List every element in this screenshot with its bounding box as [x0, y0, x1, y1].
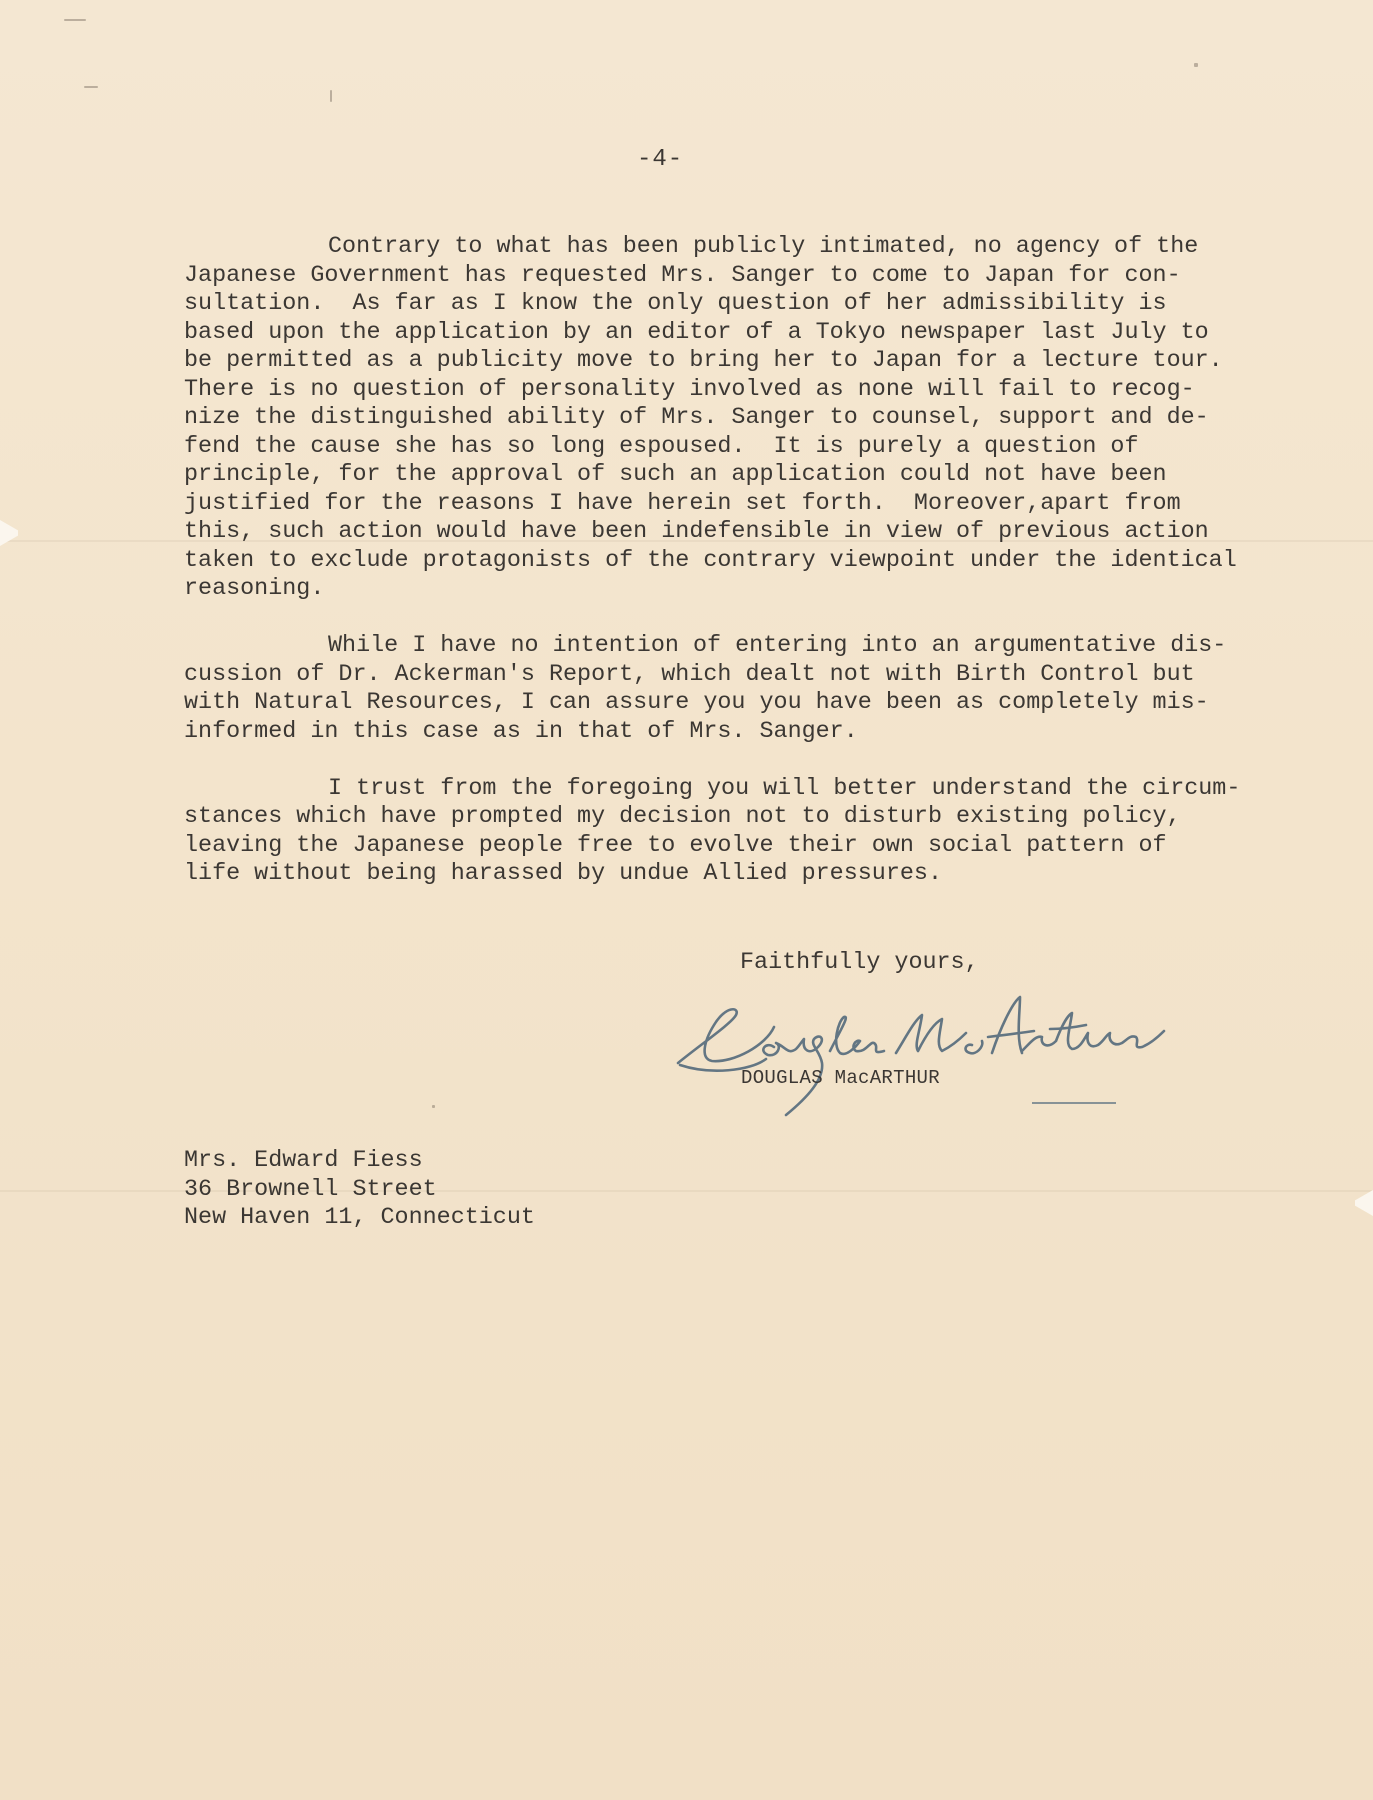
text-line: reasoning.: [184, 576, 325, 602]
signature-underline: [1032, 1102, 1116, 1104]
text-line: stances which have prompted my decision not to disturb existing policy,: [184, 804, 1181, 830]
letter-body: [184, 233, 1274, 917]
text-line: Contrary to what has been publicly intimated, no agency of the: [328, 234, 1199, 260]
text-line: sultation. As far as I know the only question of her admissibility is: [184, 291, 1167, 317]
text-line: Japanese Government has requested Mrs. Sanger to come to Japan for con-: [184, 262, 1181, 289]
page-number: -4-: [637, 146, 684, 173]
handwritten-signature: [670, 985, 1170, 1130]
text-line: life without being harassed by undue Allied pressures.: [184, 861, 942, 887]
text-line: taken to exclude protagonists of the contrary viewpoint under the identical: [184, 547, 1237, 574]
paper-blemish: [84, 86, 98, 88]
text-line: leaving the Japanese people free to evolve their own social pattern of: [184, 832, 1167, 859]
text-line: While I have no intention of entering into an argumentative dis-: [328, 633, 1227, 659]
paper-blemish: [432, 1105, 435, 1108]
text-line: There is no question of personality involved as none will fail to recog-: [184, 376, 1195, 403]
recipient-address: [184, 1147, 535, 1233]
text-line: based upon the application by an editor of a Tokyo newspaper last July to: [184, 319, 1209, 346]
text-line: I trust from the foregoing you will better understand the circum-: [328, 775, 1241, 802]
paper-edge-tear: [0, 520, 18, 546]
paragraph-ackerman: [184, 632, 1274, 746]
recipient-city: New Haven 11, Connecticut: [184, 1205, 535, 1231]
closing-salutation: Faithfully yours,: [740, 950, 979, 976]
text-line: cussion of Dr. Ackerman's Report, which dealt not with Birth Control but: [184, 661, 1195, 688]
text-line: informed in this case as in that of Mrs. Sanger.: [184, 718, 858, 745]
paper-blemish: [64, 19, 86, 21]
paragraph-agency: [184, 233, 1274, 604]
text-line: fend the cause she has so long espoused. It is purely a question of: [184, 433, 1139, 460]
paper-edge-tear: [1355, 1190, 1373, 1216]
text-line: with Natural Resources, I can assure you you have been as completely mis-: [184, 690, 1209, 716]
text-line: be permitted as a publicity move to bring her to Japan for a lecture tour.: [184, 348, 1223, 374]
recipient-name: Mrs. Edward Fiess: [184, 1148, 423, 1174]
paragraph-conclusion: [184, 775, 1274, 889]
text-line: principle, for the approval of such an application could not have been: [184, 462, 1167, 488]
paper-blemish: [330, 90, 332, 102]
text-line: justified for the reasons I have herein set forth. Moreover,apart from: [184, 490, 1181, 517]
paper-blemish: [1194, 63, 1198, 67]
text-line: nize the distinguished ability of Mrs. Sanger to counsel, support and de-: [184, 405, 1209, 431]
typed-signatory-name: DOUGLAS MacARTHUR: [741, 1067, 940, 1089]
text-line: this, such action would have been indefensible in view of previous action: [184, 519, 1209, 545]
recipient-street: 36 Brownell Street: [184, 1176, 437, 1203]
